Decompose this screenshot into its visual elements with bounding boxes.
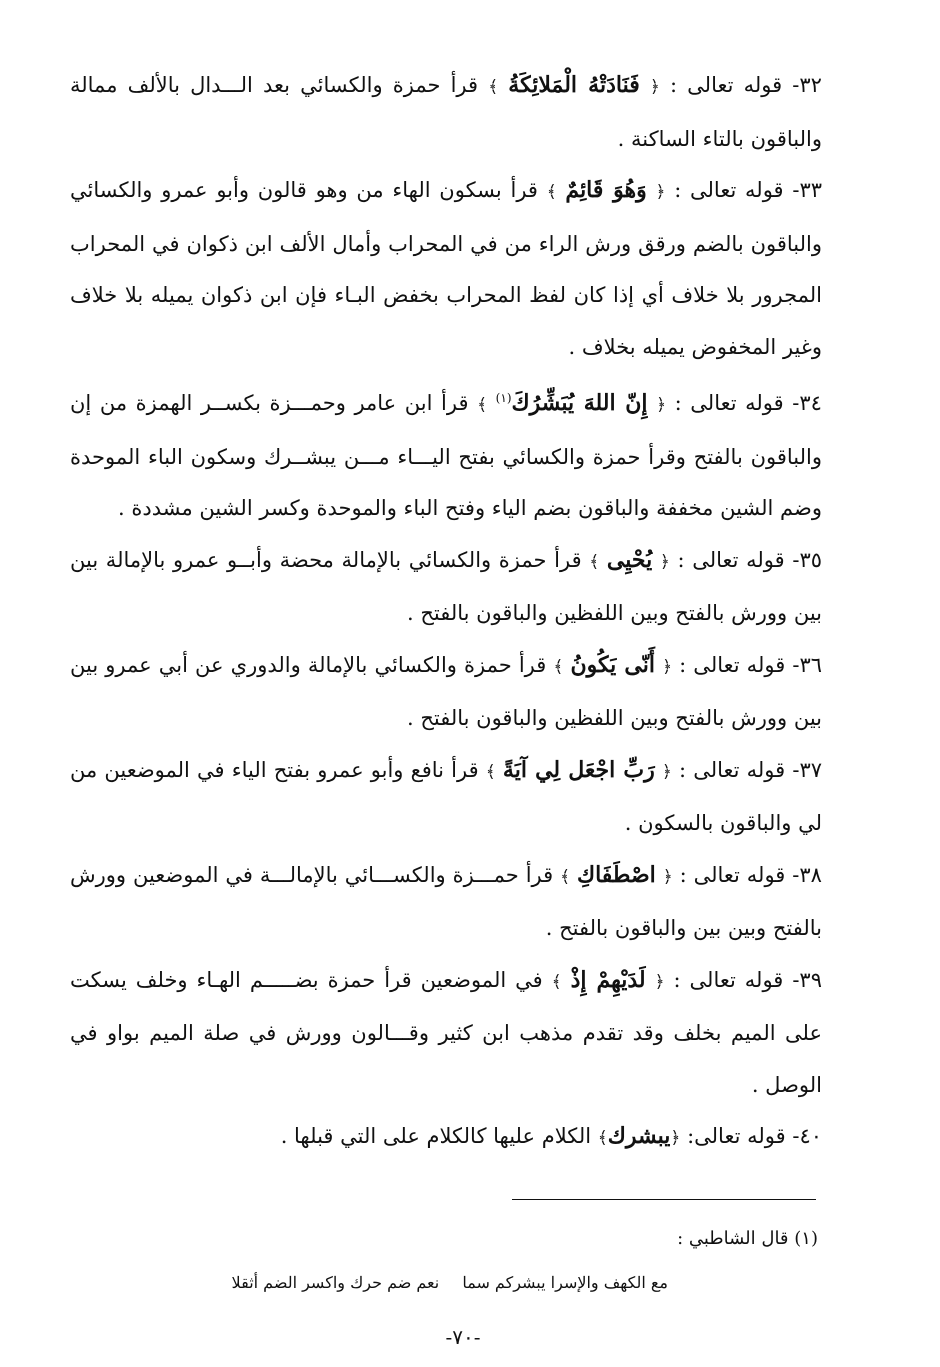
paragraph-36 [70,640,822,745]
quran-open-bracket: ﴿ [670,1128,681,1148]
paragraph-number: ٤٠- [792,1124,822,1148]
quran-phrase: رَبِّ اجْعَل لِي آيَةً [502,756,655,783]
paragraph-number: ٣٦- [792,652,823,677]
paragraph-38 [70,850,822,955]
paragraph-intro: قوله تعالى : [673,967,784,992]
quran-open-bracket: ﴿ [655,182,666,202]
footnote-verse [214,1273,668,1292]
quran-close-bracket: ﴾ [477,395,488,415]
paragraph-text: في الموضعين قرأ حمزة بضـــــم الهـاء وخلف يسكت على الميم بخلف وقد تقدم مذهب ابن كثير وقـــالون وورش في صلة الميم بواو في الوصل . [70,967,822,1097]
paragraph-intro: قوله تعالى : [678,757,786,782]
paragraph-number: ٣٧- [792,757,822,782]
paragraph-32 [70,60,822,165]
footnote-separator [512,1199,816,1200]
quran-close-bracket: ﴾ [546,182,557,202]
paragraph-intro: قوله تعالى: [687,1124,786,1148]
quran-phrase: وَهُوَ قَائِمٌ [565,177,647,203]
quran-open-bracket: ﴿ [662,866,673,887]
quran-phrase: إِنّ اللهَ يُبَشِّرُكَ [511,390,648,416]
quran-close-bracket: ﴾ [589,551,600,572]
quran-open-bracket: ﴿ [654,971,665,992]
quran-close-bracket: ﴾ [560,866,571,887]
quran-phrase: لَدَيْهِمْ إِذْ [570,966,646,993]
paragraph-intro: قوله تعالى : [669,73,783,97]
quran-close-bracket: ﴾ [597,1128,608,1148]
quran-open-bracket: ﴿ [659,551,670,572]
paragraph-text: قرأ حمـــزة والكســـائي بالإمالـــة في الموضعين وورش بالفتح وبين بين والباقون بالفتح . [70,862,822,940]
paragraph-intro: قوله تعالى : [674,178,784,202]
paragraph-text: قرأ نافع وأبو عمرو بفتح الياء في الموضعين من لي والباقون بالسكون . [70,757,822,835]
paragraph-40 [70,1111,822,1165]
page-number: -٧٠- [445,1325,481,1349]
quran-phrase: يبشرك [607,1123,671,1149]
paragraph-intro: قوله تعالى : [674,391,784,415]
quran-close-bracket: ﴾ [553,656,564,677]
quran-close-bracket: ﴾ [485,761,496,782]
paragraph-39 [70,955,822,1112]
paragraph-text: قرأ حمزة والكسائي بالإمالة والدوري عن أبي عمرو بين بين وورش بالفتح وبين اللفظين والباقون بالفتح . [70,652,822,730]
quran-phrase: يُحْيِى [606,546,653,573]
quran-phrase: اصْطَفَاكِ [576,861,656,888]
quran-open-bracket: ﴿ [662,656,673,677]
paragraph-text: قرأ ابن عامر وحمـــزة بكســر الهمزة من إن والباقون بالفتح وقرأ حمزة والكسائي بفتح اليـــاء مـــن يبشــرك وسكون الباء الموحدة وضم الشين مخففة والباقون بضم الياء وفتح الباء والموحدة وكسر الشين مشددة . [70,391,822,520]
quran-open-bracket: ﴿ [649,77,660,97]
paragraph-33 [70,165,822,373]
quran-phrase: أَنّى يَكُونُ [570,651,655,678]
quran-close-bracket: ﴾ [551,971,562,992]
quran-open-bracket: ﴿ [656,395,667,415]
footnote-label: (١) قال الشاطبي : [677,1228,818,1249]
paragraph-35 [70,535,822,640]
footnote-marker[interactable]: (١) [495,391,512,405]
quran-close-bracket: ﴾ [488,77,499,97]
quran-open-bracket: ﴿ [661,761,672,782]
paragraph-intro: قوله تعالى : [677,547,785,572]
verse-second-hemistich: نعم ضم حرك واكسر الضم أثقلا [231,1273,440,1292]
paragraph-intro: قوله تعالى : [679,862,786,887]
quran-phrase: فَنَادَتْهُ الْمَلائِكَةُ [508,72,640,98]
paragraph-text: الكلام عليها كالكلام على التي قبلها . [280,1124,592,1148]
paragraph-34 [70,373,822,535]
paragraph-number: ٣٩- [792,967,822,992]
paragraph-37 [70,745,822,850]
paragraph-text: قرأ حمزة والكسائي بعد الـــدال بالألف ممالة والباقون بالتاء الساكنة . [70,73,822,151]
paragraph-number: ٣٣- [792,178,823,202]
paragraph-text: قرأ بسكون الهاء من وهو قالون وأبو عمرو والكسائي والباقون بالضم ورقق ورش الراء من في المحراب وأمال الألف ابن ذكوان في المحراب المجرور بلا خلاف أي إذا كان لفظ المحراب بخفض البـاء فإن ابن ذكوان يميله بلا خلاف وغير المخفوض يميله بخلاف . [70,178,822,359]
page-body [70,60,822,1165]
paragraph-number: ٣٥- [792,547,823,572]
paragraph-number: ٣٢- [792,73,822,97]
paragraph-intro: قوله تعالى : [679,652,786,677]
paragraph-number: ٣٤- [792,391,822,415]
paragraph-number: ٣٨- [792,862,822,887]
paragraph-text: قرأ حمزة والكسائي بالإمالة محضة وأبــو عمرو بالإمالة بين بين وورش بالفتح وبين اللفظين والباقون بالفتح . [70,547,822,625]
verse-first-hemistich: مع الكهف والإسرا يبشركم سما [462,1273,668,1292]
